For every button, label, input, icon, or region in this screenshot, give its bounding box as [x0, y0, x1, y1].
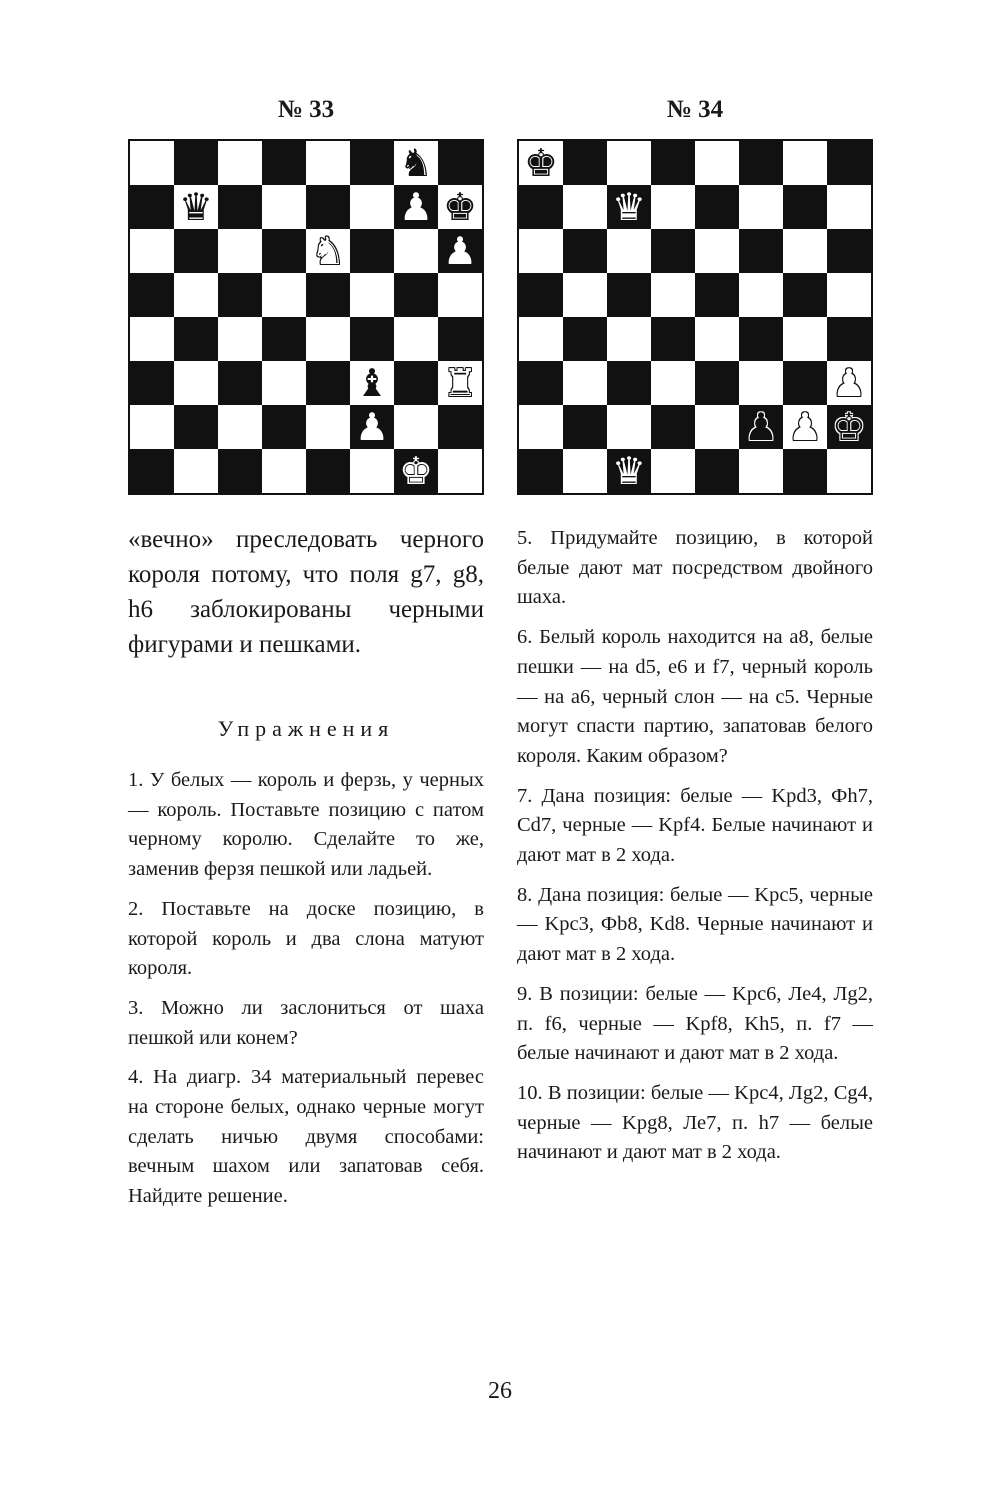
square-h6 [438, 229, 482, 273]
square-b8 [563, 141, 607, 185]
square-h5 [438, 273, 482, 317]
black-king-icon: ♚ [831, 405, 867, 449]
square-h4 [438, 317, 482, 361]
square-c3 [607, 361, 651, 405]
square-e3 [695, 361, 739, 405]
square-a5 [130, 273, 174, 317]
square-d7 [262, 185, 306, 229]
square-d4 [651, 317, 695, 361]
square-b2 [174, 405, 218, 449]
square-a4 [519, 317, 563, 361]
square-g6 [783, 229, 827, 273]
white-king-icon: ♚ [398, 449, 434, 493]
square-a6 [130, 229, 174, 273]
square-h3 [827, 361, 871, 405]
square-h5 [827, 273, 871, 317]
black-knight-icon: ♞ [398, 141, 434, 185]
square-h7 [827, 185, 871, 229]
exercise-1: 1. У белых — король и ферзь, у черных — король. Поставьте позицию с патом черному королю. Сделайте то же, заменив ферзя пешкой или ладьей. [128, 769, 484, 881]
square-c2 [607, 405, 651, 449]
square-d2 [262, 405, 306, 449]
square-d6 [651, 229, 695, 273]
exercise-9: 9. В позиции: белые — Kpc6, Ле4, Лg2, п. f6, черные — Kpf8, Kh5, п. f7 — белые начинают и дают мат в 2 хода. [517, 982, 873, 1065]
square-d8 [262, 141, 306, 185]
square-g5 [394, 273, 438, 317]
square-h3 [438, 361, 482, 405]
square-c7 [218, 185, 262, 229]
square-f7 [350, 185, 394, 229]
square-d7 [651, 185, 695, 229]
square-g7 [783, 185, 827, 229]
square-h2 [827, 405, 871, 449]
square-f6 [350, 229, 394, 273]
square-c8 [607, 141, 651, 185]
square-c6 [607, 229, 651, 273]
square-e3 [306, 361, 350, 405]
square-c2 [218, 405, 262, 449]
square-b3 [174, 361, 218, 405]
white-pawn-icon: ♟ [442, 229, 478, 273]
square-c1 [218, 449, 262, 493]
square-h6 [827, 229, 871, 273]
square-f3 [739, 361, 783, 405]
square-f4 [350, 317, 394, 361]
diagram-33-title: № 33 [277, 96, 335, 123]
square-e1 [695, 449, 739, 493]
exercise-8: 8. Дана позиция: белые — Kpc5, черные — Kpc3, Фb8, Kd8. Черные начинают и дают мат в 2 хода. [517, 883, 873, 966]
square-c8 [218, 141, 262, 185]
square-g5 [783, 273, 827, 317]
square-f2 [739, 405, 783, 449]
square-e1 [306, 449, 350, 493]
black-king-icon: ♚ [523, 141, 559, 185]
square-a6 [519, 229, 563, 273]
square-f3 [350, 361, 394, 405]
exercise-4: 4. На диагр. 34 материальный перевес на стороне белых, однако черные могут сделать ничью двумя способами: вечным шахом или запатовав себя. Найдите решение. [128, 1066, 484, 1208]
square-d3 [651, 361, 695, 405]
square-f1 [350, 449, 394, 493]
exercise-5: 5. Придумайте позицию, в которой белые дают мат посредством двойного шаха. [517, 527, 873, 609]
square-b6 [563, 229, 607, 273]
white-pawn-icon: ♟ [831, 361, 867, 405]
square-c5 [607, 273, 651, 317]
black-bishop-icon: ♝ [354, 361, 390, 405]
square-e7 [695, 185, 739, 229]
square-d8 [651, 141, 695, 185]
white-pawn-icon: ♟ [354, 405, 390, 449]
square-e6 [306, 229, 350, 273]
square-a1 [519, 449, 563, 493]
square-b7 [174, 185, 218, 229]
square-g8 [394, 141, 438, 185]
square-g8 [783, 141, 827, 185]
white-knight-icon: ♞ [310, 229, 346, 273]
left-column [128, 522, 484, 1222]
square-e2 [695, 405, 739, 449]
square-f4 [739, 317, 783, 361]
square-f8 [350, 141, 394, 185]
square-b1 [174, 449, 218, 493]
square-b5 [563, 273, 607, 317]
square-c6 [218, 229, 262, 273]
exercise-10: 10. В позиции: белые — Kpc4, Лg2, Cg4, черные — Kpg8, Ле7, п. h7 — белые начинают и дают мат в 2 хода. [517, 1081, 873, 1164]
square-c1 [607, 449, 651, 493]
square-a8 [130, 141, 174, 185]
square-a3 [519, 361, 563, 405]
page-number: 26 [488, 1378, 512, 1404]
square-e8 [306, 141, 350, 185]
square-b5 [174, 273, 218, 317]
square-e6 [695, 229, 739, 273]
square-d1 [651, 449, 695, 493]
square-h7 [438, 185, 482, 229]
diagram-34-title: № 34 [666, 96, 724, 123]
square-g1 [394, 449, 438, 493]
square-e7 [306, 185, 350, 229]
square-h1 [438, 449, 482, 493]
square-d1 [262, 449, 306, 493]
exercise-2: 2. Поставьте на доске позицию, в которой король и два слона матуют короля. [128, 897, 484, 980]
square-b8 [174, 141, 218, 185]
square-c4 [607, 317, 651, 361]
square-a3 [130, 361, 174, 405]
square-h8 [827, 141, 871, 185]
square-g6 [394, 229, 438, 273]
right-column [517, 522, 873, 1178]
square-e8 [695, 141, 739, 185]
square-a7 [130, 185, 174, 229]
square-a4 [130, 317, 174, 361]
square-a2 [130, 405, 174, 449]
exercises-heading: Упражнения [217, 716, 395, 741]
square-c7 [607, 185, 651, 229]
square-f6 [739, 229, 783, 273]
square-c4 [218, 317, 262, 361]
black-king-icon: ♚ [442, 185, 478, 229]
square-g4 [783, 317, 827, 361]
square-g7 [394, 185, 438, 229]
square-e5 [695, 273, 739, 317]
square-b6 [174, 229, 218, 273]
square-b7 [563, 185, 607, 229]
exercise-6: 6. Белый король находится на а8, белые пешки — на d5, е6 и f7, черный король — на а6, черный слон — на с5. Черные могут спасти партию, запатовав белого короля. Каким образом? [517, 626, 873, 767]
square-h1 [827, 449, 871, 493]
square-b4 [563, 317, 607, 361]
square-f7 [739, 185, 783, 229]
square-d2 [651, 405, 695, 449]
square-e5 [306, 273, 350, 317]
square-h8 [438, 141, 482, 185]
white-rook-icon: ♜ [442, 361, 478, 405]
square-f5 [739, 273, 783, 317]
square-f5 [350, 273, 394, 317]
square-e4 [306, 317, 350, 361]
square-d6 [262, 229, 306, 273]
square-g3 [394, 361, 438, 405]
square-a7 [519, 185, 563, 229]
white-queen-icon: ♛ [611, 449, 647, 493]
square-a2 [519, 405, 563, 449]
chess-board-33 [128, 139, 484, 495]
square-b4 [174, 317, 218, 361]
square-e2 [306, 405, 350, 449]
square-h2 [438, 405, 482, 449]
square-d3 [262, 361, 306, 405]
square-d5 [651, 273, 695, 317]
square-g1 [783, 449, 827, 493]
exercise-3: 3. Можно ли заслониться от шаха пешкой или конем? [128, 996, 484, 1049]
square-f8 [739, 141, 783, 185]
white-pawn-icon: ♟ [398, 185, 434, 229]
square-c3 [218, 361, 262, 405]
square-a8 [519, 141, 563, 185]
square-e4 [695, 317, 739, 361]
chess-board-34 [517, 139, 873, 495]
square-g2 [783, 405, 827, 449]
square-a1 [130, 449, 174, 493]
continuation-text: «вечно» преследовать черного короля потому, что поля g7, g8, h6 заблокированы черными фигурами и пешками. [128, 526, 484, 658]
square-g3 [783, 361, 827, 405]
square-d4 [262, 317, 306, 361]
square-f1 [739, 449, 783, 493]
black-pawn-icon: ♟ [743, 405, 779, 449]
white-queen-icon: ♛ [611, 185, 647, 229]
square-g4 [394, 317, 438, 361]
black-queen-icon: ♛ [178, 185, 214, 229]
white-pawn-icon: ♟ [787, 405, 823, 449]
square-h4 [827, 317, 871, 361]
square-c5 [218, 273, 262, 317]
square-d5 [262, 273, 306, 317]
square-g2 [394, 405, 438, 449]
square-b1 [563, 449, 607, 493]
exercise-7: 7. Дана позиция: белые — Kpd3, Фh7, Cd7, черные — Kpf4. Белые начинают и дают мат в 2 хода. [517, 784, 873, 867]
square-b2 [563, 405, 607, 449]
square-f2 [350, 405, 394, 449]
square-b3 [563, 361, 607, 405]
square-a5 [519, 273, 563, 317]
